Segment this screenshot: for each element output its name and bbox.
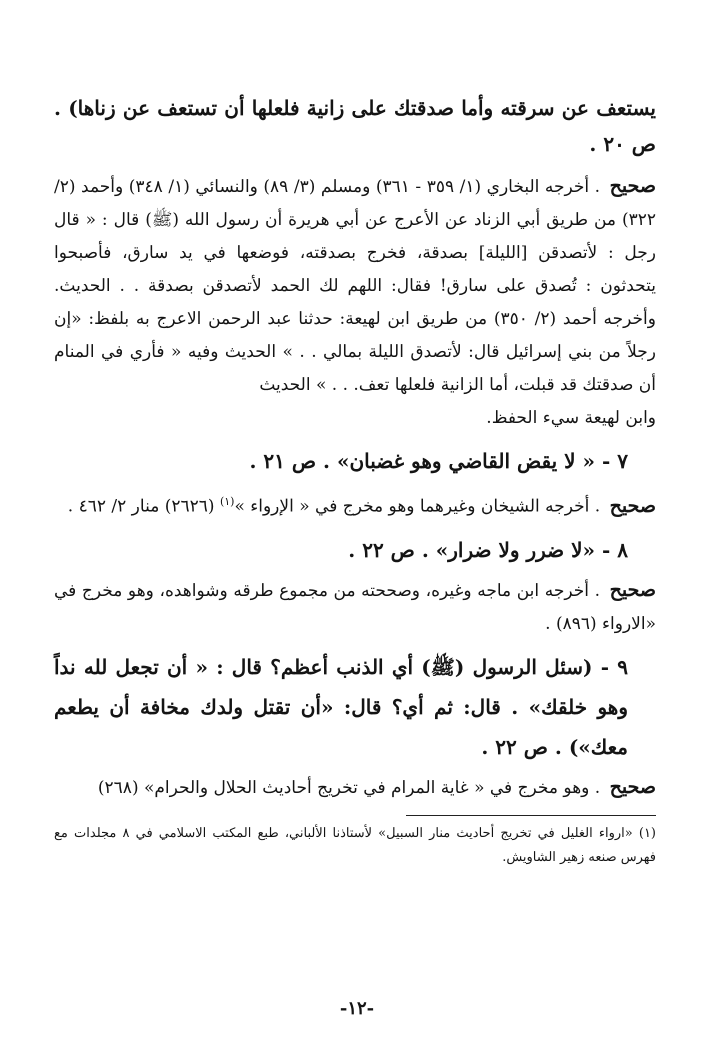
grade-label: صحيح bbox=[609, 578, 656, 601]
entry-9-heading: ٩ - (سئل الرسول (ﷺ) أي الذنب أعظم؟ قال : « أن تجعل لله نداً وهو خلقك» . قال: ثم أي؟ قال: «أن تقتل ولدك مخافة أن يطعم معك») . ص ٢٢ . bbox=[54, 654, 628, 759]
entry-8-text: . أخرجه ابن ماجه وغيره، وصححته من مجموع طرقه وشواهده، وهو مخرج في «الارواء (٨٩٦) . bbox=[54, 580, 656, 634]
grade-label: صحيح bbox=[609, 775, 656, 798]
entry-9-takhrij bbox=[54, 771, 656, 805]
entry-8-heading: ٨ - «لا ضرر ولا ضرار» . ص ٢٢ . bbox=[348, 537, 628, 562]
page-body bbox=[54, 90, 656, 870]
entry-6-note: وابن لهيعة سيء الحفظ. bbox=[486, 408, 656, 428]
footnote-divider bbox=[406, 815, 656, 816]
entry-7-text: . أخرجه الشيخان وغيرهما وهو مخرج في « الإرواء » bbox=[234, 496, 601, 517]
entry-7-text-cont: (٢٦٢٦) منار ٢/ ٤٦٢ . bbox=[67, 496, 215, 517]
entry-7-takhrij bbox=[54, 485, 656, 524]
page-number: -١٢- bbox=[339, 998, 375, 1019]
grade-label: صحيح bbox=[609, 175, 657, 197]
footnote-reference[interactable]: (١) bbox=[219, 495, 235, 508]
entry-8-takhrij bbox=[54, 574, 656, 641]
grade-label: صحيح bbox=[609, 494, 656, 517]
footnote-text: (١) «ارواء الغليل في تخريج أحاديث منار السبيل» لأستاذنا الألباني، طبع المكتب الاسلامي في ٨ مجلدات مع فهرس صنعه زهير الشاويش. bbox=[54, 825, 656, 865]
entry-9-text: . وهو مخرج في « غاية المرام في تخريج أحاديث الحلال والحرام» (٢٦٨) bbox=[97, 777, 601, 798]
entry-7-heading: ٧ - « لا يقض القاضي وهو غضبان» . ص ٢١ . bbox=[249, 449, 628, 473]
entry-6-text: . أخرجه البخاري (١/ ٣٥٩ - ٣٦١) ومسلم (٣/ ٨٩) والنسائي (١/ ٣٤٨) وأحمد (٢/ ٣٢٢) من طريق أبي الزناد عن الأعرج عن أبي هريرة أن رسول الله (ﷺ) قال : « قال رجل : لأتصدقن [الليلة] بصدقة، فخرج بصدقته، فوضعها في يد سارق، فأصبحوا يتحدثون : تُصدق على سارق! فقال: اللهم لك الحمد لأتصدقن بصدقة . . الحديث. وأخرجه أحمد (٢/ ٣٥٠) من طريق ابن لهيعة: حدثنا عبد الرحمن الاعرج به بلفظ: «إن رجلاً من بني إسرائيل قال: لأتصدق الليلة بمالي . . » الحديث وفيه « فأري في المنام أن صدقتك قد قبلت، أما الزانية فلعلها تعف. . . » الحديث bbox=[54, 177, 656, 395]
intro-hadith-text: يستعف عن سرقته وأما صدقتك على زانية فلعلها أن تستعف عن زناها) . ص ٢٠ . bbox=[54, 96, 656, 156]
entry-6-takhrij bbox=[54, 170, 656, 402]
